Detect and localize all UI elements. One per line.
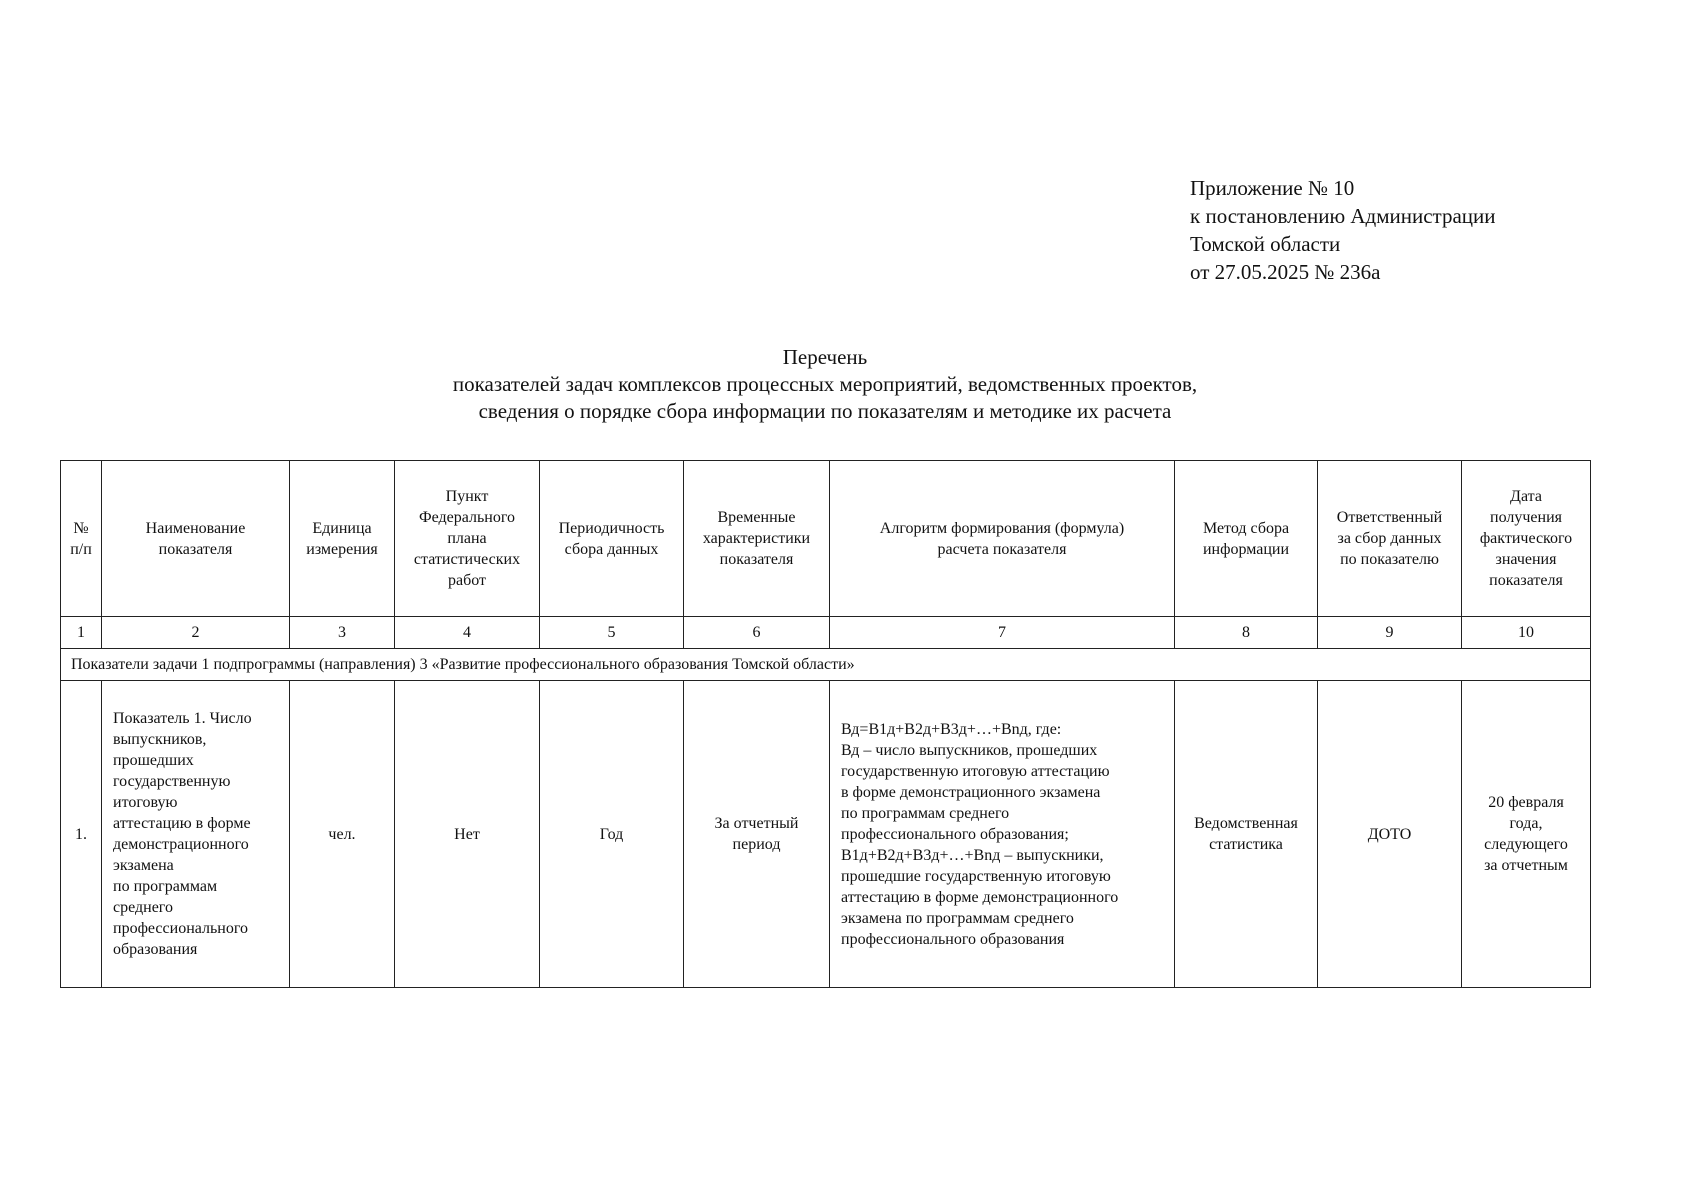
- appendix-line-resolution: к постановлению Администрации: [1190, 204, 1496, 228]
- table-row: [61, 681, 1591, 988]
- indicators-table: [60, 460, 1591, 988]
- appendix-line-date: от 27.05.2025 № 236а: [1190, 260, 1381, 284]
- column-number-cell: 2: [102, 617, 290, 649]
- column-number-cell: 3: [290, 617, 395, 649]
- title-line-3: сведения о порядке сбора информации по показателям и методике их расчета: [478, 399, 1172, 423]
- indicator-time: За отчетный период: [684, 681, 830, 988]
- section-row: [61, 649, 1591, 681]
- header-cell-periodicity: Периодичность сбора данных: [540, 461, 684, 617]
- header-cell-method: Метод сбора информации: [1175, 461, 1318, 617]
- indicator-algorithm: Вд=В1д+В2д+В3д+…+Вnд, где: Вд – число выпускников, прошедших государственную итоговую аттестацию в форме демонстрационного экзамена по программам среднего профессионального образования; В1д+В2д+В3д+…+Вnд – выпускники, прошедшие государственную итоговую аттестацию в форме демонстрационного экзамена по программам среднего профессионального образования: [830, 681, 1175, 988]
- column-number-row: [61, 617, 1591, 649]
- indicator-responsible: ДОТО: [1318, 681, 1462, 988]
- document-title: [0, 344, 1650, 425]
- column-number-cell: 10: [1462, 617, 1591, 649]
- indicator-date: 20 февраля года, следующего за отчетным: [1462, 681, 1591, 988]
- header-cell-number: № п/п: [61, 461, 102, 617]
- row-number: 1.: [61, 681, 102, 988]
- indicator-name: Показатель 1. Число выпускников, прошедших государственную итоговую аттестацию в форме демонстрационного экзамена по программам среднего профессионального образования: [102, 681, 290, 988]
- column-number-cell: 1: [61, 617, 102, 649]
- title-line-2: показателей задач комплексов процессных мероприятий, ведомственных проектов,: [452, 372, 1198, 396]
- indicator-method: Ведомственная статистика: [1175, 681, 1318, 988]
- indicator-periodicity: Год: [540, 681, 684, 988]
- header-cell-name: Наименование показателя: [102, 461, 290, 617]
- column-number-cell: 6: [684, 617, 830, 649]
- header-cell-responsible: Ответственный за сбор данных по показателю: [1318, 461, 1462, 617]
- column-number-cell: 4: [395, 617, 540, 649]
- column-number-cell: 9: [1318, 617, 1462, 649]
- title-line-1: Перечень: [782, 345, 868, 369]
- appendix-line-region: Томской области: [1190, 232, 1341, 256]
- table-header-row: [61, 461, 1591, 617]
- indicator-fpsr: Нет: [395, 681, 540, 988]
- header-cell-date: Дата получения фактического значения показателя: [1462, 461, 1591, 617]
- header-cell-fpsr: Пункт Федерального плана статистических работ: [395, 461, 540, 617]
- header-cell-time: Временные характеристики показателя: [684, 461, 830, 617]
- column-number-cell: 5: [540, 617, 684, 649]
- indicator-unit: чел.: [290, 681, 395, 988]
- column-number-cell: 7: [830, 617, 1175, 649]
- column-number-cell: 8: [1175, 617, 1318, 649]
- header-cell-unit: Единица измерения: [290, 461, 395, 617]
- appendix-line-number: Приложение № 10: [1190, 176, 1355, 200]
- appendix-block: [1190, 174, 1496, 286]
- section-title: Показатели задачи 1 подпрограммы (направления) 3 «Развитие профессионального образования Томской области»: [61, 649, 1591, 681]
- header-cell-algorithm: Алгоритм формирования (формула) расчета показателя: [830, 461, 1175, 617]
